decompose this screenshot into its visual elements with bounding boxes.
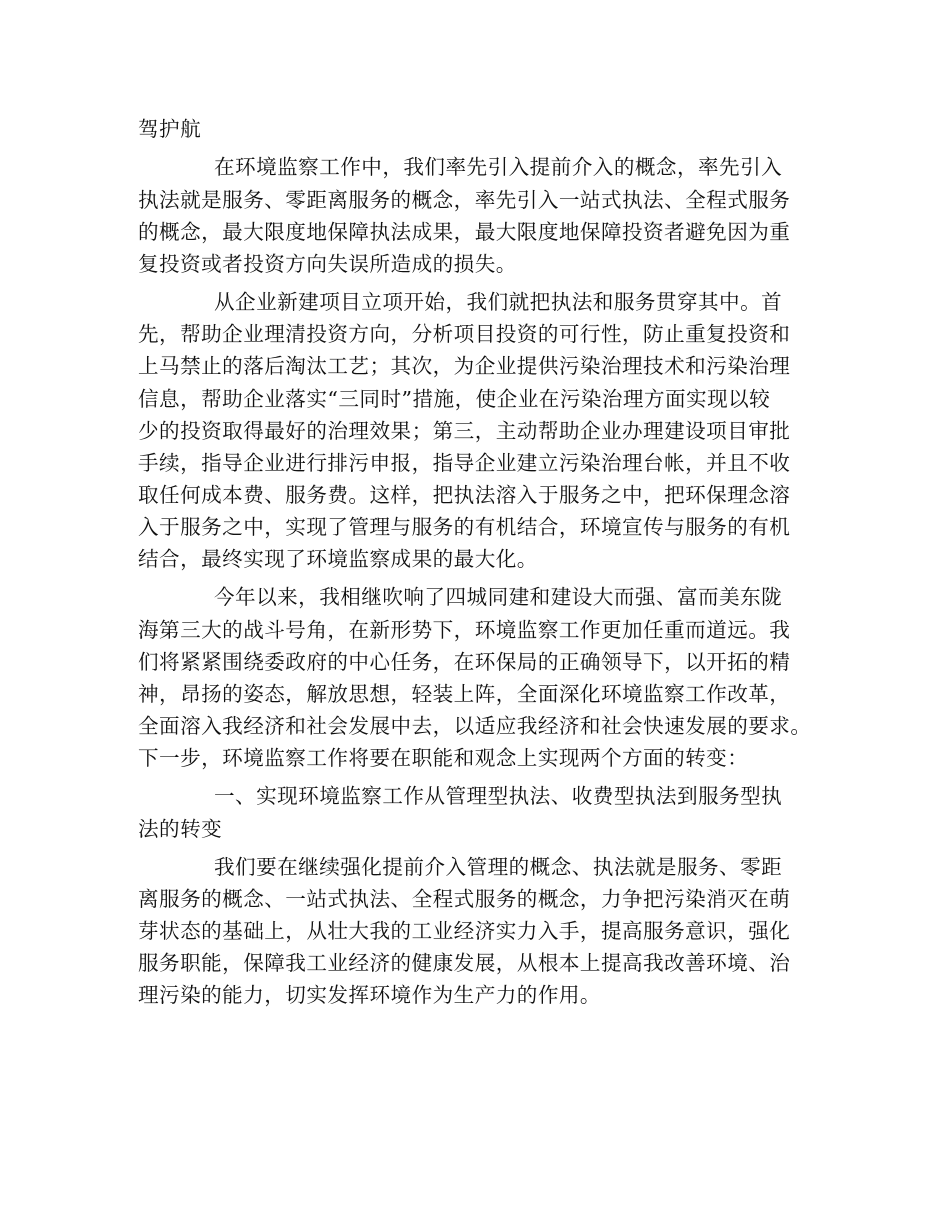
text-line: 理污染的能力，切实发挥环境作为生产力的作用。 — [138, 983, 601, 1008]
text-line: 手续，指导企业进行排污申报，指导企业建立污染治理台帐，并且不收 — [138, 450, 791, 475]
text-line: 结合，最终实现了环境监察成果的最大化。 — [138, 547, 538, 571]
text-line: 上马禁止的落后淘汰工艺；其次，为企业提供污染治理技术和污染治理 — [138, 354, 791, 379]
text-line: 在环境监察工作中，我们率先引入提前介入的概念，率先引入 — [214, 155, 783, 180]
paragraph-2 — [138, 286, 828, 575]
document-body — [138, 113, 828, 1018]
text-line: 离服务的概念、一站式执法、全程式服务的概念，力争把污染消灭在萌 — [138, 887, 791, 912]
text-line: 今年以来，我相继吹响了四城同建和建设大而强、富而美东陇 — [214, 585, 783, 610]
text-line: 信息，帮助企业落实“三同时”措施，使企业在污染治理方面实现以较 — [138, 386, 771, 411]
text-line: 入于服务之中，实现了管理与服务的有机结合，环境宣传与服务的有机 — [138, 514, 791, 539]
text-line: 神，昂扬的姿态，解放思想，轻装上阵，全面深化环境监察工作改革， — [138, 681, 791, 706]
text-line: 下一步，环境监察工作将要在职能和观念上实现两个方面的转变： — [138, 745, 749, 770]
text-line: 芽状态的基础上，从壮大我的工业经济实力入手，提高服务意识，强化 — [138, 919, 791, 944]
text-line: 先，帮助企业理清投资方向，分析项目投资的可行性，防止重复投资和 — [138, 322, 791, 347]
section-heading-1 — [138, 780, 828, 844]
text-line: 全面溶入我经济和社会发展中去，以适应我经济和社会快速发展的要求。 — [138, 713, 812, 738]
text-line: 服务职能，保障我工业经济的健康发展，从根本上提高我改善环境、治 — [138, 951, 791, 976]
paragraph-3 — [138, 581, 828, 774]
text-line: 的概念，最大限度地保障执法成果，最大限度地保障投资者避免因为重 — [138, 219, 791, 244]
paragraph-1 — [138, 151, 828, 279]
paragraph-4 — [138, 851, 828, 1011]
text-line: 我们要在继续强化提前介入管理的概念、执法就是服务、零距 — [214, 855, 783, 880]
text-line: 们将紧紧围绕委政府的中心任务，在环保局的正确领导下，以开拓的精 — [138, 649, 791, 674]
continuation-paragraph — [138, 113, 828, 145]
text-line: 法的转变 — [138, 816, 223, 841]
text-line: 执法就是服务、零距离服务的概念，率先引入一站式执法、全程式服务 — [138, 187, 791, 212]
text-line: 取任何成本费、服务费。这样，把执法溶入于服务之中，把环保理念溶 — [138, 482, 791, 507]
text-line: 一、实现环境监察工作从管理型执法、收费型执法到服务型执 — [214, 784, 783, 809]
text-line: 海第三大的战斗号角，在新形势下，环境监察工作更加任重而道远。我 — [138, 617, 791, 642]
text-line: 少的投资取得最好的治理效果；第三，主动帮助企业办理建设项目审批 — [138, 418, 791, 443]
text-line: 驾护航 — [138, 117, 202, 141]
text-line: 复投资或者投资方向失误所造成的损失。 — [138, 251, 517, 276]
text-line: 从企业新建项目立项开始，我们就把执法和服务贯穿其中。首 — [214, 290, 783, 315]
